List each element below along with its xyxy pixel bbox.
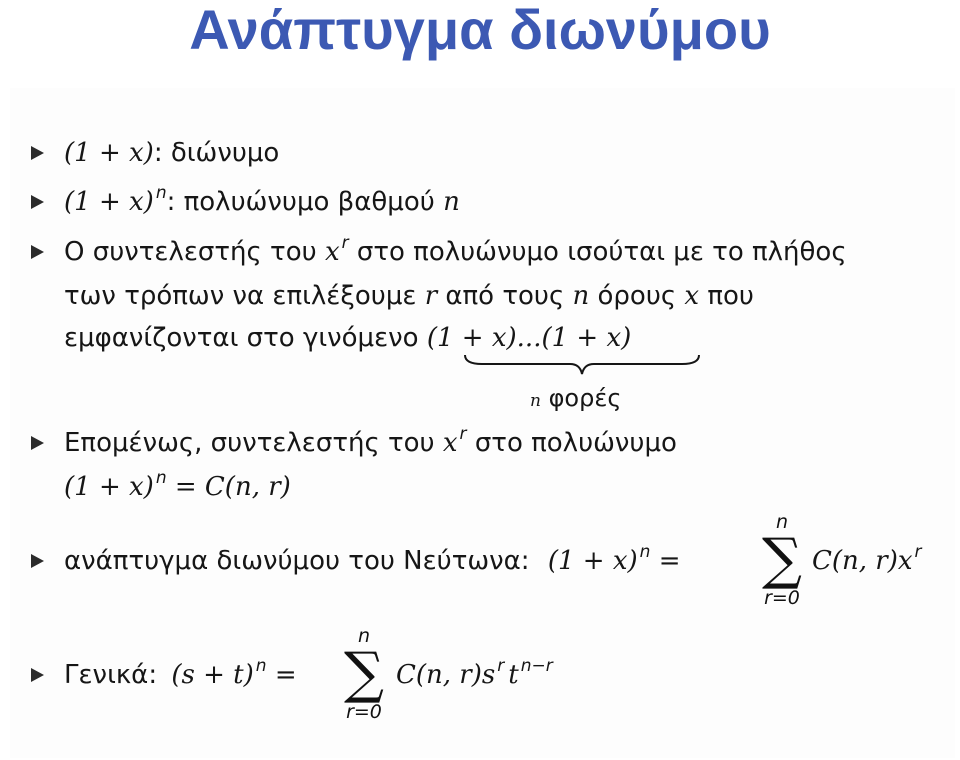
bullet-4-line-1 bbox=[64, 424, 677, 462]
text-that: που bbox=[707, 281, 754, 311]
bullet-1 bbox=[64, 137, 279, 169]
sum-upper-limit: n bbox=[775, 511, 789, 533]
text-appear-in-product: εμφανίζονται στο γινόμενο bbox=[64, 323, 419, 353]
equals-sign: = bbox=[274, 660, 297, 690]
exponent-n-minus-r: n−r bbox=[520, 656, 553, 676]
text-from-the: από τους bbox=[445, 281, 565, 311]
term-t: t bbox=[508, 660, 519, 690]
bullet-4-line-2 bbox=[64, 468, 291, 506]
sum-lower-limit: r=0 bbox=[764, 587, 800, 609]
summation-2 bbox=[334, 626, 394, 722]
bullet-arrow-icon bbox=[31, 245, 44, 259]
slide-title: Ανάπτυγμα διωνύμου bbox=[189, 0, 771, 61]
product-expression: (1 + x)...(1 + x) bbox=[426, 323, 632, 353]
term-cnr-x: C(n, r)x bbox=[812, 546, 913, 576]
bullet-arrow-icon bbox=[31, 436, 44, 450]
exponent-n: n bbox=[155, 183, 167, 203]
expr-1-plus-x: (1 + x) bbox=[64, 187, 154, 217]
exponent-r: r bbox=[459, 424, 467, 444]
text-newton-binomial: ανάπτυγμα διωνύμου του Νεύτωνα: bbox=[64, 546, 530, 576]
bullet-2 bbox=[64, 183, 460, 221]
text-therefore-coefficient: Επομένως, συντελεστής του bbox=[64, 428, 435, 458]
text-in-polynomial: στο πολυώνυμο bbox=[474, 428, 677, 458]
var-r: r bbox=[424, 281, 438, 311]
exponent-r: r bbox=[341, 233, 349, 253]
brace-label bbox=[530, 382, 621, 417]
var-n: n bbox=[572, 281, 590, 311]
bullet-6 bbox=[64, 656, 297, 694]
bullet-arrow-icon bbox=[31, 554, 44, 568]
bullet-arrow-icon bbox=[31, 195, 44, 209]
exponent-r: r bbox=[497, 656, 505, 676]
sigma-symbol: ∑ bbox=[344, 641, 384, 706]
var-n: n bbox=[443, 187, 460, 217]
text-in-polynomial-equals: στο πολυώνυμο ισούται με το πλήθος bbox=[356, 237, 847, 267]
var-n-small: n bbox=[530, 391, 541, 411]
polynomial-degree-label: : πολυώνυμο βαθμού bbox=[166, 187, 435, 217]
bullet-3-line-2 bbox=[64, 280, 754, 312]
exponent-r: r bbox=[914, 542, 922, 562]
text-times: φορές bbox=[548, 384, 622, 412]
bullet-5 bbox=[64, 542, 681, 580]
exponent-n: n bbox=[639, 542, 651, 562]
text-ways-to-choose: των τρόπων να επιλέξουμε bbox=[64, 281, 417, 311]
bullet-arrow-icon bbox=[31, 668, 44, 682]
sum-upper-limit: n bbox=[357, 625, 371, 647]
expr-1-plus-x: (1 + x) bbox=[64, 138, 154, 168]
text-terms: όρους bbox=[597, 281, 677, 311]
text-coefficient-of: Ο συντελεστής του bbox=[64, 237, 317, 267]
var-x: x bbox=[684, 281, 700, 311]
term-cnr-s: C(n, r)s bbox=[396, 660, 496, 690]
bullet-arrow-icon bbox=[31, 146, 44, 160]
exponent-n: n bbox=[155, 468, 167, 488]
var-x: x bbox=[324, 237, 340, 267]
equals-sign: = bbox=[658, 546, 681, 576]
text-generally: Γενικά: bbox=[64, 660, 158, 690]
binomial-coefficient: = C(n, r) bbox=[174, 472, 291, 502]
expr-1-plus-x: (1 + x) bbox=[64, 472, 154, 502]
exponent-n: n bbox=[255, 656, 267, 676]
var-x: x bbox=[442, 428, 458, 458]
bullet-3-line-1 bbox=[64, 233, 847, 271]
sum-lower-limit: r=0 bbox=[346, 701, 382, 723]
summation-1 bbox=[752, 512, 812, 608]
bullet-3-line-3 bbox=[64, 322, 631, 354]
sum-1-term bbox=[812, 542, 922, 580]
binomial-label: : διώνυμο bbox=[153, 138, 280, 168]
sigma-symbol: ∑ bbox=[762, 527, 802, 592]
expr-1-plus-x: (1 + x) bbox=[547, 546, 638, 576]
underbrace bbox=[462, 352, 702, 378]
sum-2-term bbox=[396, 656, 553, 694]
expr-s-plus-t: (s + t) bbox=[171, 660, 254, 690]
